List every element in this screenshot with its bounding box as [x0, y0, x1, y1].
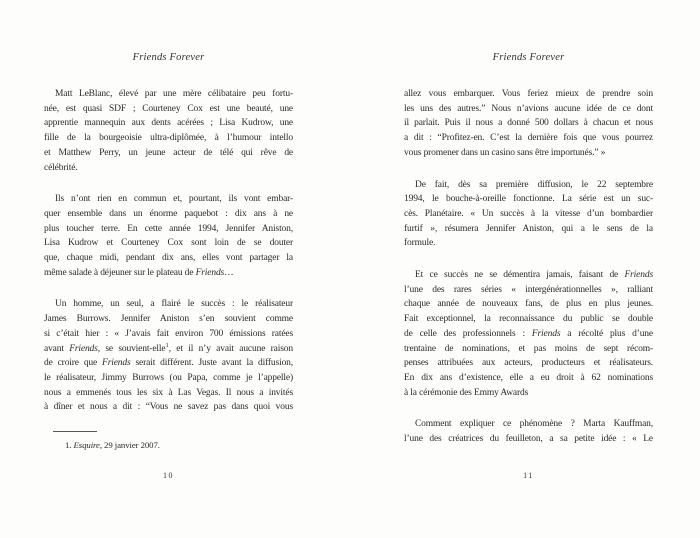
italic-text: Esquire,	[73, 440, 102, 450]
text-block-right	[404, 87, 653, 447]
text-line	[44, 312, 293, 327]
text-run: …	[224, 267, 234, 278]
paragraph	[44, 192, 293, 280]
text-line	[404, 116, 653, 131]
text-run: à la cérémonie des Emmy Awards	[404, 387, 529, 398]
page-number: 11	[523, 471, 534, 480]
text-line	[44, 161, 293, 176]
text-run: James Burrows. Jennifer Aniston s’en souvient comme	[44, 314, 293, 325]
text-run: apprentie mannequin aux dents acérées ; Lisa Kudrow, une	[44, 118, 293, 129]
footnote-rule	[53, 431, 97, 432]
page-left	[44, 0, 293, 538]
text-line	[404, 312, 653, 327]
text-run: serait différent. Juste avant la diffusion,	[130, 358, 293, 369]
text-line	[44, 342, 293, 357]
text-line	[44, 236, 293, 251]
paragraph	[404, 417, 653, 446]
text-run: de croire que	[44, 358, 103, 369]
text-line	[44, 222, 293, 237]
text-run: le réalisateur, Jimmy Burrows (ou Papa, comme je l’appelle)	[44, 372, 293, 383]
text-line	[404, 131, 653, 146]
text-line	[44, 400, 293, 415]
text-line	[404, 327, 653, 342]
running-header: Friends Forever	[132, 52, 205, 63]
text-run: Un homme, un seul, a flairé le succès : le réalisateur	[55, 299, 293, 310]
italic-text: Friends	[624, 270, 653, 281]
text-run: Fait exceptionnel, la reconnaissance du public se double	[404, 314, 653, 325]
text-line	[44, 266, 293, 281]
italic-text: Friends	[69, 343, 98, 354]
text-line	[44, 87, 293, 102]
text-run: de celle des professionnels :	[404, 328, 532, 339]
text-run: allez vous embarquer. Vous feriez mieux de prendre soin	[404, 89, 653, 99]
text-run: , se souvient-elle	[97, 343, 166, 354]
text-line	[404, 87, 653, 102]
text-run: 29 janvier 2007.	[101, 440, 160, 450]
text-line	[44, 371, 293, 386]
text-line	[404, 207, 653, 222]
text-run: 1.	[65, 440, 74, 450]
page-right	[404, 0, 653, 538]
text-line	[404, 371, 653, 386]
footnote-ref: 1	[165, 341, 169, 349]
text-run: et Matthew Perry, un jeune acteur de télé qui rêve de	[44, 147, 293, 158]
text-run: 1994, le bouche-à-oreille fonctionne. La série est un suc-	[404, 194, 653, 205]
text-line	[44, 131, 293, 146]
paragraph	[44, 87, 293, 175]
page-number: 10	[163, 471, 174, 480]
text-line	[404, 222, 653, 237]
text-line	[44, 297, 293, 312]
text-run: a dit : “Profitez-en. C’est la dernière fois que vous pourrez	[404, 133, 653, 144]
text-run: cès. Planétaire. « Un succès à la vitesse d’un bombardier	[404, 208, 653, 219]
text-line	[404, 342, 653, 357]
text-run: il parlait. Puis il nous a donné 500 dollars à chacun et nous	[404, 118, 653, 129]
text-run: que, chaque midi, pendant dix ans, elles vont partager la	[44, 253, 293, 264]
text-run: , et il n’y avait aucune raison	[168, 343, 293, 354]
text-line	[404, 417, 653, 432]
text-run: même salade à déjeuner sur le plateau de	[44, 267, 196, 278]
text-line	[44, 207, 293, 222]
text-run: célébrité.	[44, 162, 78, 173]
text-line	[404, 146, 653, 161]
text-line	[404, 102, 653, 117]
footnote	[44, 440, 293, 451]
text-run: De fait, dès sa première diffusion, le 22 septembre	[415, 179, 653, 190]
text-run: chaque année de nouveaux fans, de plus en plus jeunes.	[404, 299, 653, 310]
text-line	[404, 236, 653, 251]
text-run: penses attribuées aux acteurs, producteurs et réalisateurs.	[404, 358, 653, 369]
text-run: En dix ans d’existence, elle a eu droit à 62 nominations	[404, 372, 653, 383]
text-line	[404, 192, 653, 207]
text-run: plus toucher terre. En cette année 1994, Jennifer Aniston,	[44, 223, 293, 234]
text-run: les uns des autres.” Nous n’avions aucune idée de ce dont	[404, 103, 653, 114]
text-line	[404, 356, 653, 371]
paragraph	[404, 268, 653, 400]
paragraph	[404, 178, 653, 252]
italic-text: Friends	[531, 328, 561, 339]
text-run: nous a emmenés tous les six à Las Vegas. Il nous a invités	[44, 387, 293, 398]
text-run: a récolté plus d’une	[560, 328, 653, 339]
text-line	[44, 386, 293, 401]
text-run: avant	[44, 343, 70, 354]
text-run: quer ensemble dans un énorme paquebot : dix ans à ne	[44, 208, 293, 219]
text-line	[404, 178, 653, 193]
text-line	[404, 283, 653, 298]
footnote-block	[44, 431, 293, 451]
text-line	[44, 102, 293, 117]
text-line	[44, 356, 293, 371]
text-line	[44, 116, 293, 131]
text-run: Lisa Kudrow et Courteney Cox sont loin de se douter	[44, 238, 293, 249]
text-run: trentaine de nominations, et pas moins de sept récom-	[404, 343, 653, 354]
italic-text: Friends	[102, 358, 131, 369]
text-run: fille de la bourgeoisie ultra-diplômée, à l’humour intello	[44, 133, 293, 144]
text-line	[44, 146, 293, 161]
text-line	[404, 386, 653, 401]
running-header: Friends Forever	[492, 52, 565, 63]
text-run: à dîner et nous a dit : “Vous ne savez pas dans quoi vous	[44, 402, 293, 413]
text-line	[44, 192, 293, 207]
text-line	[404, 432, 653, 447]
paragraph	[44, 297, 293, 415]
text-line	[404, 268, 653, 283]
paragraph	[404, 87, 653, 161]
italic-text: Friends	[195, 267, 225, 278]
text-line	[44, 251, 293, 266]
text-run: si c’était hier : « J’avais fait environ 700 émissions ratées	[44, 328, 293, 339]
text-run: Comment expliquer ce phénomène ? Marta Kauffman,	[415, 419, 653, 430]
text-run: née, est quasi SDF ; Courteney Cox est une beauté, une	[44, 103, 293, 114]
text-run: formule.	[404, 238, 436, 249]
text-run: Ils n’ont rien en commun et, pourtant, ils vont embar-	[55, 194, 293, 205]
text-run: furtif », résumera Jennifer Aniston, qui a le sens de la	[404, 223, 653, 234]
text-line	[404, 297, 653, 312]
text-run: l’une des créatrices du feuilleton, a sa petite idée : « Le	[404, 434, 653, 445]
text-run: Matt LeBlanc, élevé par une mère célibataire peu fortu-	[55, 89, 293, 99]
text-block-left	[44, 87, 293, 415]
text-run: Et ce succès ne se démentira jamais, faisant de	[415, 270, 625, 281]
text-run: vous promener dans un casino sans être importunés.” »	[404, 147, 606, 158]
text-line	[44, 327, 293, 342]
text-run: l’une des rares séries « intergénérationnelles », ralliant	[404, 284, 653, 295]
